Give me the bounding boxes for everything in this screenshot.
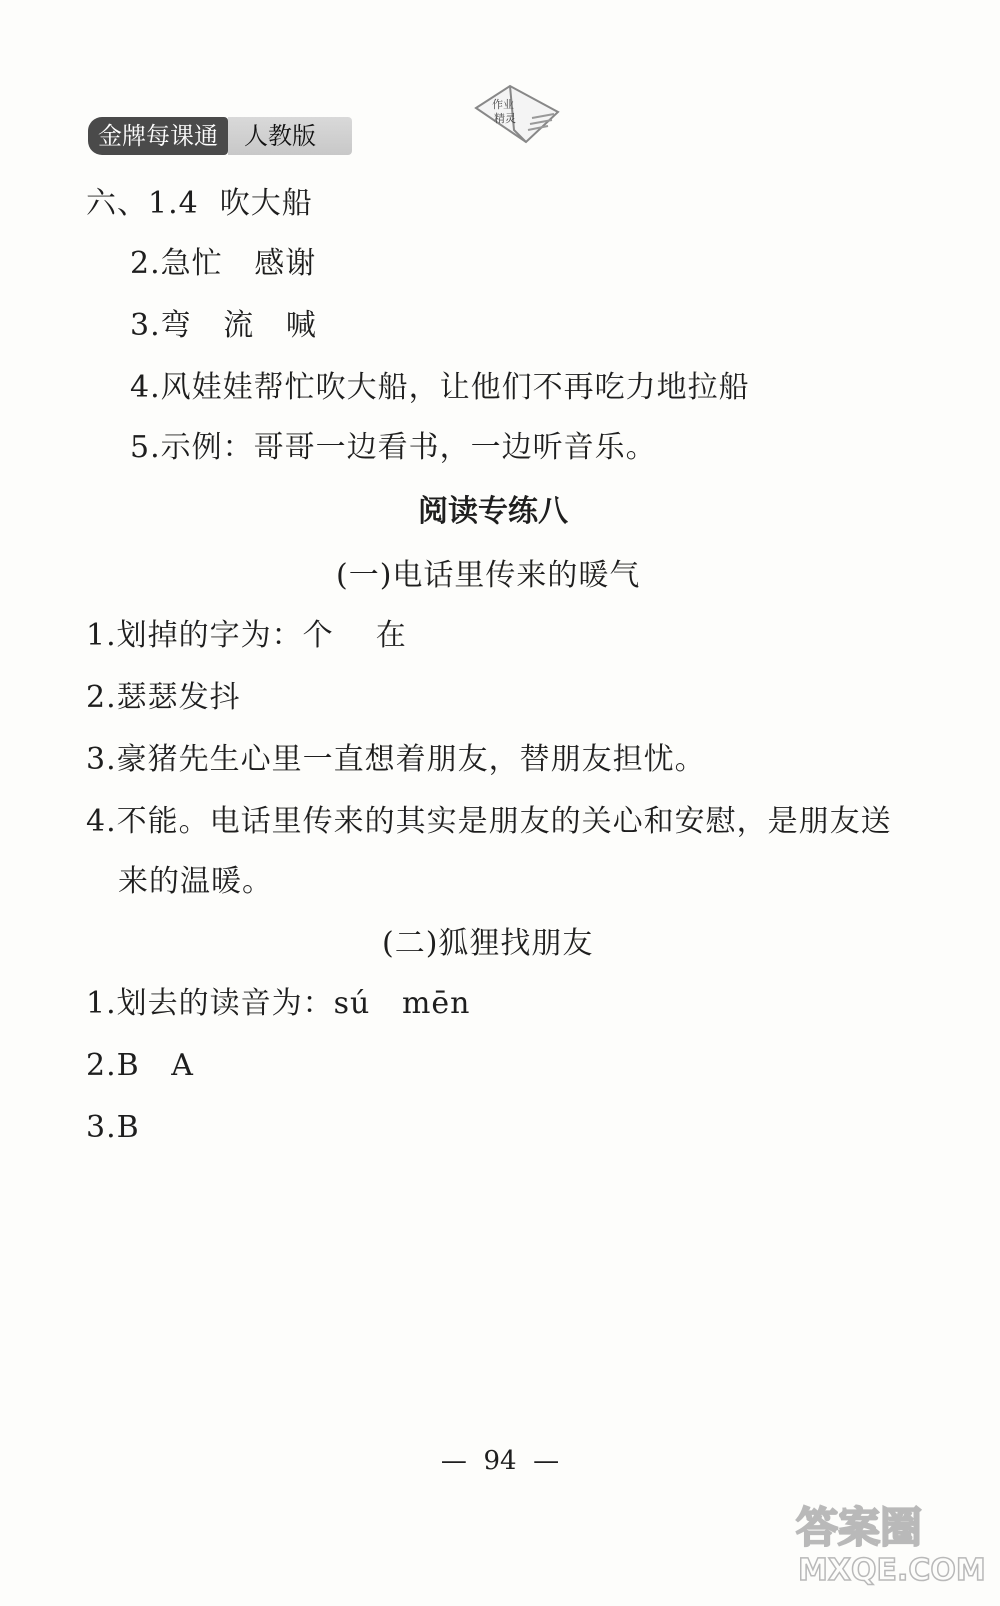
part2-q3: 3.B [86,1110,140,1145]
part1-q4-line1: 4.不能。电话里传来的其实是朋友的关心和安慰，是朋友送 [86,804,892,839]
book-logo-icon [470,78,566,152]
part1-q2: 2.瑟瑟发抖 [86,680,241,715]
watermark-logo [786,1490,986,1590]
part1-q1: 1.划掉的字为：个 在 [86,618,407,653]
watermark-url: MXQE.COM [798,1553,986,1588]
page-number: — 94 — [440,1446,560,1476]
header-brand [88,116,352,156]
section6-line5: 5.示例：哥哥一边看书，一边听音乐。 [130,430,657,465]
logo-text-2: 精灵 [494,112,516,125]
brand-series-label: 金牌每课通 [88,117,228,155]
section6-line3: 3.弯 流 喊 [130,308,317,343]
part2-q1: 1.划去的读音为：sú mēn [86,986,471,1021]
watermark-title: 答案圈 [796,1503,923,1552]
section6-line2: 2.急忙 感谢 [130,246,317,281]
part1-q4-line2: 来的温暖。 [118,864,273,899]
reading-title: 阅读专练八 [418,494,568,529]
part2-q2: 2.B A [86,1048,194,1083]
section6-line1: 六、1.4 吹大船 [86,186,313,221]
part2-title: (二)狐狸找朋友 [382,926,594,961]
part1-q3: 3.豪猪先生心里一直想着朋友，替朋友担忧。 [86,742,706,777]
section6-line4: 4.风娃娃帮忙吹大船，让他们不再吃力地拉船 [130,370,750,405]
logo-text-1: 作业 [492,98,514,111]
brand-edition-label: 人教版 [228,117,352,155]
part1-title: (一)电话里传来的暖气 [336,558,641,593]
